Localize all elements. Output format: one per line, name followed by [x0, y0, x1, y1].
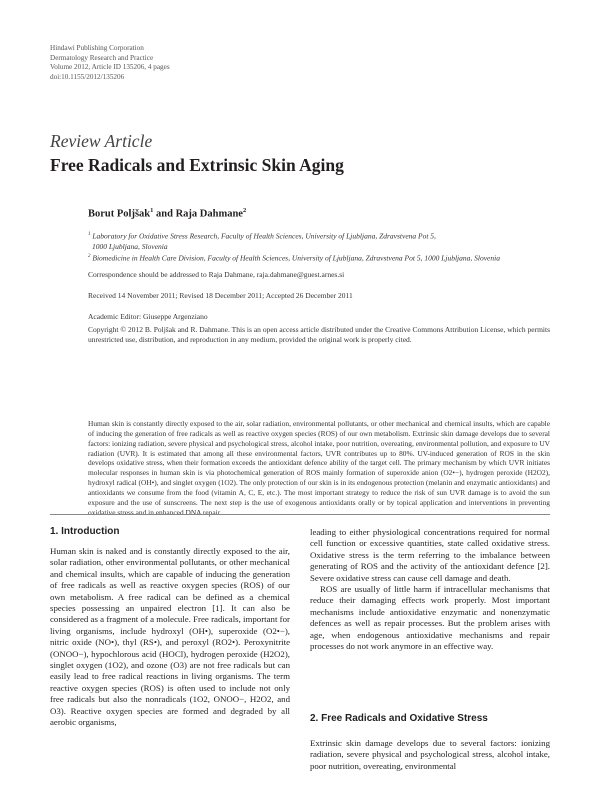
- section-2-text: [310, 738, 550, 772]
- intro-paragraph: Human skin is naked and is constantly directly exposed to the air, solar radiation, other environmental pollutants, or other mechanical and chemical insults, which are capable of inducing the generation of free radicals as well as reactive oxygen species (ROS) of our own metabolism. A free radical can be defined as a chemical species possessing an unpaired electron [1]. It can also be considered as a fragment of a molecule. Free radicals, important for living organisms, include hydroxyl (OH•), superoxide (O2•−), nitric oxide (NO•), thyl (RS•), and peroxyl (RO2•). Peroxynitrite (ONOO−), hypochlorous acid (HOCl), hydrogen peroxide (H2O2), singlet oxygen (1O2), and ozone (O3) are not free radicals but can easily lead to free radical reactions in living organisms. The term reactive oxygen species (ROS) is often used to include not only free radicals but also the nonradicals (1O2, ONOO−, H2O2, and O3). Reactive oxygen species are formed and degraded by all aerobic organisms,: [50, 546, 290, 728]
- article-dates: Received 14 November 2011; Revised 18 December 2011; Accepted 26 December 2011: [88, 291, 353, 300]
- author-1: Borut Poljšak: [88, 208, 151, 220]
- journal-name: Dermatology Research and Practice: [50, 53, 154, 62]
- section-2-paragraph: Extrinsic skin damage develops due to several factors: ionizing radiation, severe physical and psychological stress, alcohol intake, poor nutrition, overeating, environmental: [310, 738, 550, 771]
- affiliation-2-text: Biomedicine in Health Care Division, Faculty of Health Sciences, University of Ljubljana, Zdravstvena Pot 5, 1000 Ljubljana, Slovenia: [92, 253, 500, 263]
- copyright: Copyright © 2012 B. Poljšak and R. Dahmane. This is an open access article distributed under the Creative Commons Attribution License, which permits unrestricted use, distribution, and reproduction in any medium, provided the original work is properly cited.: [88, 325, 550, 344]
- academic-editor: Academic Editor: Giuseppe Argenziano: [88, 312, 208, 321]
- article-title: Free Radicals and Extrinsic Skin Aging: [50, 155, 344, 175]
- section-divider: [50, 514, 550, 515]
- author-1-sup: 1: [150, 207, 154, 214]
- right-paragraph-2: ROS are usually of little harm if intracellular mechanisms that reduce their damaging effects work properly. Most important mechanisms include antioxidative enzymatic and nonenzymatic defences as well as repair processes. But the problem arises with age, when endogenous antioxidative mechanisms and repair processes do not work anymore in an effective way.: [310, 584, 550, 652]
- affiliation-2-num: 2: [88, 254, 91, 259]
- affiliation-1-cont: 1000 Ljubljana, Slovenia: [92, 241, 168, 251]
- volume-info: Volume 2012, Article ID 135206, 4 pages: [50, 63, 170, 72]
- affiliation-2: [88, 252, 550, 264]
- correspondence: Correspondence should be addressed to Raja Dahmane, raja.dahmane@guest.arnes.si: [88, 270, 345, 279]
- section-2-heading: 2. Free Radicals and Oxidative Stress: [310, 713, 488, 724]
- author-2-sup: 2: [242, 207, 247, 214]
- publisher: Hindawi Publishing Corporation: [50, 44, 144, 52]
- section-1-heading: 1. Introduction: [50, 526, 120, 537]
- affiliation-1: [88, 230, 550, 252]
- right-paragraph-1: leading to either physiological concentrations required for normal cell function or excessive quantities, state called oxidative stress. Oxidative stress is the term referring to the imbalance between generating of ROS and the activity of the antioxidant defence [2]. Severe oxidative stress can cause cell damage and death.: [310, 527, 550, 583]
- affiliation-1-text: Laboratory for Oxidative Stress Research, Faculty of Health Sciences, University of Ljubljana, Zdravstvena Pot 5,: [92, 231, 436, 241]
- author-conjunction: and Raja Dahmane: [153, 208, 243, 220]
- author-list: [88, 207, 246, 220]
- affiliation-1-num: 1: [88, 232, 91, 237]
- doi: doi:10.1155/2012/135206: [50, 72, 125, 81]
- journal-header: [50, 44, 170, 82]
- abstract: Human skin is constantly directly exposed to the air, solar radiation, environmental pollutants, or other mechanical and chemical insults, which are capable of inducing the generation of free radicals as well as reactive oxygen species (ROS) of our own metabolism. Extrinsic skin damage develops due to several factors: ionizing radiation, severe physical and psychological stress, alcohol intake, poor nutrition, overeating, environmental pollution, and exposure to UV radiation (UVR). It is estimated that among all these environmental factors, UVR contributes up to 80%. UV-induced generation of ROS in the skin develops oxidative stress, when their formation exceeds the antioxidant defence ability of the target cell. The primary mechanism by which UVR initiates molecular responses in human skin is via photochemical generation of ROS mainly formation of superoxide anion (O2•−), hydrogen peroxide (H2O2), hydroxyl radical (OH•), and singlet oxygen (1O2). The only protection of our skin is in its endogenous protection (melanin and enzymatic antioxidants) and antioxidants we consume from the food (vitamin A, C, E, etc.). The most important strategy to reduce the risk of sun UVR damage is to avoid the sun exposure and the use of sunscreens. The next step is the use of exogenous antioxidants orally or by topical application and interventions in preventing oxidative stress and in enhanced DNA repair.: [88, 419, 550, 517]
- article-type: Review Article: [50, 131, 153, 151]
- right-column: [310, 527, 550, 652]
- left-column: [50, 546, 290, 729]
